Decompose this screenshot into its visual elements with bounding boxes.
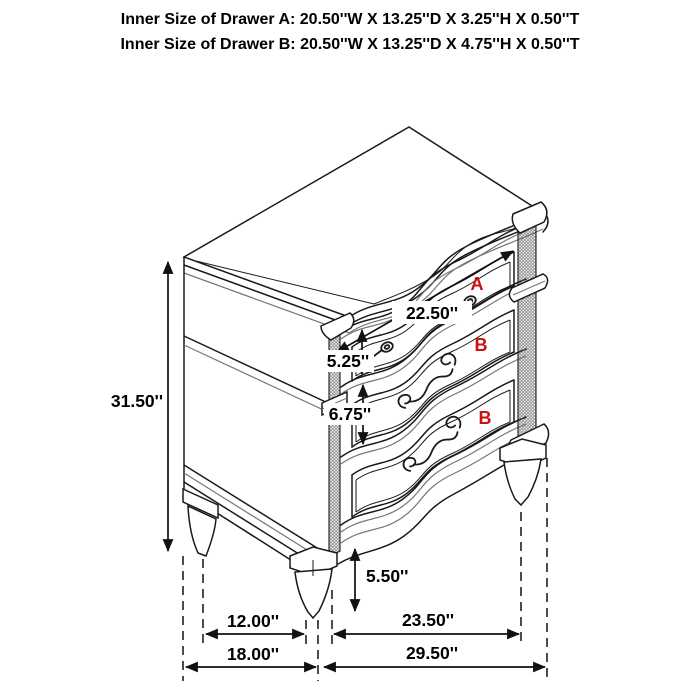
base-apron [338, 435, 526, 564]
leg-height-label: 5.50'' [366, 566, 409, 586]
overall-height-label: 31.50'' [110, 391, 163, 411]
dim-leg-height [355, 549, 408, 611]
dim-side-inner-span [206, 611, 304, 634]
overall-depth-label: 18.00'' [226, 644, 280, 664]
front-right-leg [500, 439, 546, 505]
side-mid-band-2 [184, 345, 330, 413]
dim-front-inner-span [334, 610, 519, 634]
nightstand [183, 127, 549, 618]
front-inner-span-label: 23.50'' [401, 610, 455, 630]
drawer-a-inner-size-text: Inner Size of Drawer A: 20.50''W X 13.25''D X 3.25''H X 0.50''T [120, 11, 580, 28]
dim-overall-height [111, 262, 168, 551]
front-center-leg [290, 547, 337, 618]
top-surface [184, 127, 543, 317]
side-inner-span-label: 12.00'' [226, 611, 280, 631]
drawer-b-bottom-pull [394, 414, 470, 472]
back-left-leg [183, 489, 218, 556]
overall-width-label: 29.50'' [405, 643, 459, 663]
drawer-b-bottom-label: B [478, 408, 492, 428]
drawer-front-width-label: 22.50'' [405, 303, 459, 323]
drawer-b-height-label: 6.75'' [328, 404, 372, 424]
drawer-b-inner-size-text: Inner Size of Drawer B: 20.50''W X 13.25''D X 4.75''H X 0.50''T [120, 36, 580, 53]
dim-overall-depth [186, 644, 316, 667]
drawer-a-height-label: 5.25'' [326, 351, 370, 371]
drawer-a-label: A [470, 274, 484, 294]
dim-overall-width [324, 643, 545, 667]
drawer-b-middle-label: B [474, 335, 488, 355]
side-mid-band [184, 336, 330, 404]
